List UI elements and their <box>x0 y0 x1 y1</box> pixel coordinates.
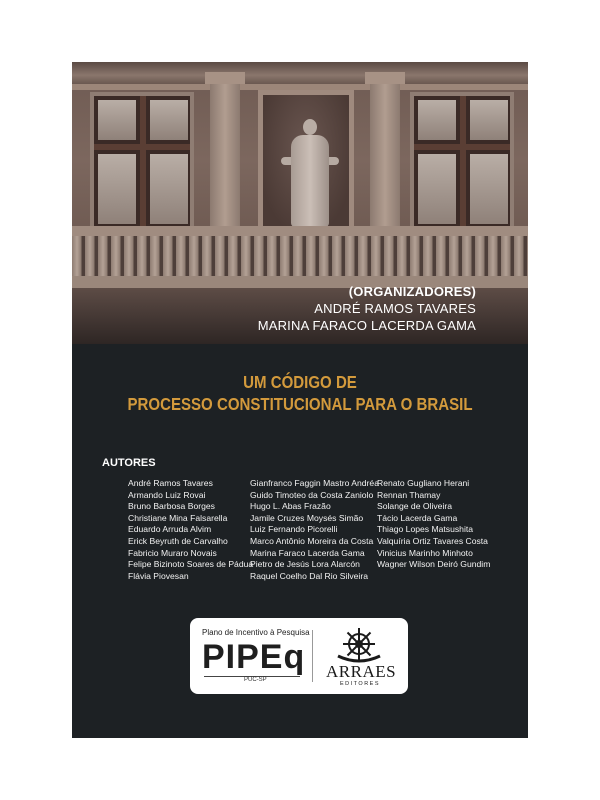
organizer-name: ANDRÉ RAMOS TAVARES <box>314 301 476 316</box>
authors-column-1 <box>128 478 253 582</box>
author-name: André Ramos Tavares <box>128 478 213 488</box>
author-name: Solange de Oliveira <box>377 501 453 512</box>
author-name: Renato Gugliano Herani <box>377 478 470 488</box>
author-name: Erick Beyruth de Carvalho <box>128 535 228 546</box>
authors-label: AUTORES <box>102 457 156 469</box>
right-pilaster <box>370 72 400 232</box>
book-cover <box>72 62 528 738</box>
pipeq-subtitle: PUC-SP <box>244 677 267 683</box>
book-title-line-2: PROCESSO CONSTITUCIONAL PARA O BRASIL <box>127 394 473 414</box>
author-name: Vinicius Marinho Minhoto <box>377 547 473 558</box>
author-name: Gianfranco Faggin Mastro Andréa <box>250 478 379 488</box>
author-name: Felipe Bizinoto Soares de Pádua <box>128 559 254 570</box>
organizers-label: (ORGANIZADORES) <box>348 284 476 299</box>
author-name: Guido Timoteo da Costa Zaniolo <box>250 489 374 500</box>
author-name: Hugo L. Abas Frazão <box>250 501 331 512</box>
left-pilaster <box>210 72 240 232</box>
author-name: Tácio Lacerda Gama <box>377 512 458 523</box>
statue-niche <box>258 90 354 232</box>
author-name: Christiane Mina Falsarella <box>128 512 228 523</box>
pipeq-caption: Plano de Incentivo à Pesquisa <box>202 628 310 637</box>
balcony-ledge <box>72 226 528 236</box>
left-window <box>90 92 194 230</box>
author-name: Eduardo Arruda Alvim <box>128 524 212 535</box>
author-name: Marco Antônio Moreira da Costa <box>250 535 374 546</box>
author-name: Luiz Fernando Picorelli <box>250 524 338 535</box>
cover-photo-building-facade <box>72 62 528 344</box>
publisher-subtitle: EDITORES <box>340 681 381 687</box>
author-name: Raquel Coelho Dal Rio Silveira <box>250 570 368 581</box>
author-name: Thiago Lopes Matsushita <box>377 524 474 535</box>
pipeq-logo: PIPEq <box>202 638 306 676</box>
publisher-logo: ARRAES <box>326 662 397 681</box>
balustrade <box>72 236 528 280</box>
author-name: Jamile Cruzes Moysés Simão <box>250 512 364 523</box>
sponsor-logos-panel <box>190 618 408 694</box>
author-name: Pietro de Jesús Lora Alarcón <box>250 559 360 570</box>
author-name: Fabricio Muraro Novais <box>128 547 217 558</box>
logo-divider <box>312 630 313 682</box>
authors-column-2 <box>250 478 379 582</box>
cornice <box>72 62 528 84</box>
author-name: Rennan Thamay <box>377 489 441 500</box>
author-name: Bruno Barbosa Borges <box>128 501 215 512</box>
statue-head <box>303 119 317 135</box>
ship-wheel-icon <box>334 626 384 664</box>
author-name: Valquíria Ortiz Tavares Costa <box>377 535 488 546</box>
organizer-name: MARINA FARACO LACERDA GAMA <box>257 318 476 333</box>
book-title-line-1: UM CÓDIGO DE <box>243 372 357 392</box>
authors-column-3 <box>377 478 490 571</box>
right-window <box>410 92 514 230</box>
author-name: Wagner Wilson Deiró Gundim <box>377 559 491 570</box>
author-name: Armando Luiz Rovai <box>128 489 206 500</box>
statue <box>291 135 329 227</box>
author-name: Marina Faraco Lacerda Gama <box>250 547 365 558</box>
author-name: Flávia Piovesan <box>128 570 189 581</box>
